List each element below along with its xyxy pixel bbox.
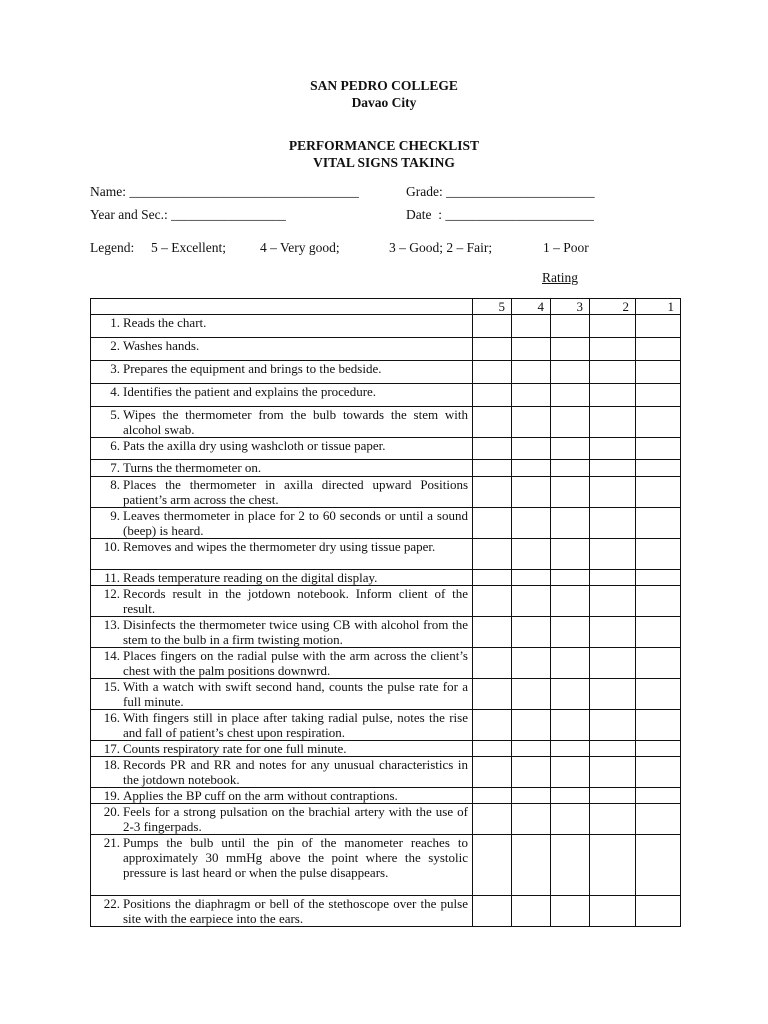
rating-cell[interactable] xyxy=(512,438,551,460)
checklist-item-cell xyxy=(91,757,473,788)
rating-cell[interactable] xyxy=(551,477,590,508)
checklist-item xyxy=(94,508,468,538)
checklist-item-cell xyxy=(91,741,473,757)
rating-header-row xyxy=(91,299,681,315)
rating-cell[interactable] xyxy=(512,586,551,617)
legend-good-fair: 3 – Good; 2 – Fair; xyxy=(389,240,493,255)
checklist-body xyxy=(91,299,681,927)
rating-cell[interactable] xyxy=(636,338,681,361)
item-number: 21. xyxy=(103,835,120,850)
rating-cell[interactable] xyxy=(473,477,512,508)
document-subtitle: VITAL SIGNS TAKING xyxy=(313,155,455,170)
rating-cell[interactable] xyxy=(512,315,551,338)
item-text: Counts respiratory rate for one full minute. xyxy=(123,741,347,756)
rating-col-5: 5 xyxy=(473,299,512,315)
rating-cell[interactable] xyxy=(590,539,636,570)
rating-cell[interactable] xyxy=(551,438,590,460)
item-number: 17. xyxy=(103,741,120,756)
rating-cell[interactable] xyxy=(636,570,681,586)
rating-cell[interactable] xyxy=(473,407,512,438)
rating-cell[interactable] xyxy=(551,384,590,407)
rating-cell[interactable] xyxy=(512,804,551,835)
rating-cell[interactable] xyxy=(473,586,512,617)
rating-cell[interactable] xyxy=(473,438,512,460)
checklist-item-cell xyxy=(91,384,473,407)
rating-cell[interactable] xyxy=(473,508,512,539)
item-number: 3. xyxy=(110,361,120,376)
item-text: Wipes the thermometer from the bulb towards the stem with alcohol swab. xyxy=(123,407,468,437)
rating-cell[interactable] xyxy=(551,586,590,617)
checklist-item-cell xyxy=(91,338,473,361)
checklist-row xyxy=(91,384,681,407)
checklist-item-cell xyxy=(91,438,473,460)
rating-cell[interactable] xyxy=(590,570,636,586)
rating-cell[interactable] xyxy=(512,679,551,710)
rating-cell[interactable] xyxy=(636,407,681,438)
rating-cell[interactable] xyxy=(590,741,636,757)
rating-cell[interactable] xyxy=(512,477,551,508)
rating-cell[interactable] xyxy=(636,788,681,804)
checklist-item-cell xyxy=(91,586,473,617)
item-number: 19. xyxy=(103,788,120,803)
rating-cell[interactable] xyxy=(590,586,636,617)
rating-col-4: 4 xyxy=(512,299,551,315)
rating-cell[interactable] xyxy=(636,835,681,896)
item-number: 9. xyxy=(110,508,120,523)
rating-cell[interactable] xyxy=(590,361,636,384)
checklist-item-cell xyxy=(91,788,473,804)
rating-cell[interactable] xyxy=(512,407,551,438)
rating-cell[interactable] xyxy=(636,741,681,757)
item-text: Records PR and RR and notes for any unusual characteristics in the jotdown notebook. xyxy=(123,757,468,787)
item-text: Washes hands. xyxy=(123,338,200,353)
date-field[interactable]: Date : ______________________ xyxy=(406,207,594,222)
item-number: 12. xyxy=(103,586,120,601)
rating-cell[interactable] xyxy=(512,460,551,477)
rating-cell[interactable] xyxy=(512,539,551,570)
item-number: 16. xyxy=(103,710,120,725)
rating-cell[interactable] xyxy=(512,835,551,896)
rating-cell[interactable] xyxy=(473,361,512,384)
rating-cell[interactable] xyxy=(590,460,636,477)
item-text: Identifies the patient and explains the procedure. xyxy=(123,384,377,399)
city-name: Davao City xyxy=(351,95,417,110)
checklist-row xyxy=(91,570,681,586)
rating-cell[interactable] xyxy=(590,896,636,927)
rating-cell[interactable] xyxy=(512,338,551,361)
checklist-row xyxy=(91,757,681,788)
item-number: 18. xyxy=(103,757,120,772)
rating-cell[interactable] xyxy=(512,757,551,788)
checklist-item xyxy=(94,788,468,803)
checklist-item xyxy=(94,710,468,740)
rating-cell[interactable] xyxy=(473,835,512,896)
checklist-item xyxy=(94,835,468,880)
checklist-row xyxy=(91,835,681,896)
rating-cell[interactable] xyxy=(473,896,512,927)
checklist-item xyxy=(94,407,468,437)
item-text: With fingers still in place after taking radial pulse, notes the rise and fall of patient’s chest upon respiration. xyxy=(123,710,468,740)
checklist-row xyxy=(91,586,681,617)
rating-cell[interactable] xyxy=(551,460,590,477)
rating-cell[interactable] xyxy=(512,741,551,757)
item-number: 7. xyxy=(110,460,120,475)
checklist-row xyxy=(91,804,681,835)
rating-cell[interactable] xyxy=(551,757,590,788)
rating-cell[interactable] xyxy=(636,804,681,835)
item-text: Prepares the equipment and brings to the bedside. xyxy=(123,361,382,376)
checklist-item-cell xyxy=(91,710,473,741)
item-text: Leaves thermometer in place for 2 to 60 seconds or until a sound (beep) is heard. xyxy=(123,508,468,538)
checklist-item xyxy=(94,460,468,475)
rating-cell[interactable] xyxy=(551,896,590,927)
rating-cell[interactable] xyxy=(512,617,551,648)
item-text: Applies the BP cuff on the arm without contraptions. xyxy=(123,788,398,803)
checklist-row xyxy=(91,338,681,361)
item-number: 1. xyxy=(110,315,120,330)
checklist-item xyxy=(94,361,468,376)
rating-cell[interactable] xyxy=(473,460,512,477)
checklist-item-cell xyxy=(91,361,473,384)
checklist-row xyxy=(91,710,681,741)
rating-cell[interactable] xyxy=(473,788,512,804)
rating-cell[interactable] xyxy=(636,460,681,477)
checklist-item xyxy=(94,570,468,585)
checklist-item xyxy=(94,679,468,709)
rating-cell[interactable] xyxy=(551,617,590,648)
checklist-row xyxy=(91,477,681,508)
item-text: Records result in the jotdown notebook. Inform client of the result. xyxy=(123,586,468,616)
checklist-row xyxy=(91,788,681,804)
rating-cell[interactable] xyxy=(473,679,512,710)
item-text: Reads temperature reading on the digital display. xyxy=(123,570,378,585)
checklist-row xyxy=(91,741,681,757)
checklist-item-cell xyxy=(91,648,473,679)
item-text: With a watch with swift second hand, counts the pulse rate for a full minute. xyxy=(123,679,468,709)
rating-cell[interactable] xyxy=(551,788,590,804)
checklist-row xyxy=(91,361,681,384)
rating-cell[interactable] xyxy=(551,338,590,361)
rating-cell[interactable] xyxy=(636,710,681,741)
legend-poor: 1 – Poor xyxy=(543,240,589,255)
item-number: 4. xyxy=(110,384,120,399)
rating-cell[interactable] xyxy=(636,477,681,508)
legend-very-good: 4 – Very good; xyxy=(260,240,340,255)
rating-col-2: 2 xyxy=(590,299,636,315)
item-text: Feels for a strong pulsation on the brachial artery with the use of 2-3 fingerpads. xyxy=(123,804,468,834)
rating-cell[interactable] xyxy=(512,508,551,539)
rating-cell[interactable] xyxy=(473,384,512,407)
checklist-row xyxy=(91,617,681,648)
checklist-row xyxy=(91,438,681,460)
legend-label: Legend: xyxy=(90,240,135,255)
checklist-item xyxy=(94,757,468,787)
rating-cell[interactable] xyxy=(512,710,551,741)
rating-cell[interactable] xyxy=(590,477,636,508)
item-text: Positions the diaphragm or bell of the stethoscope over the pulse site with the earpiece into the ears. xyxy=(123,896,468,926)
item-number: 8. xyxy=(110,477,120,492)
rating-cell[interactable] xyxy=(590,710,636,741)
rating-cell[interactable] xyxy=(551,741,590,757)
rating-cell[interactable] xyxy=(473,804,512,835)
checklist-item xyxy=(94,896,468,926)
rating-cell[interactable] xyxy=(636,508,681,539)
item-text: Removes and wipes the thermometer dry using tissue paper. xyxy=(123,539,436,554)
rating-cell[interactable] xyxy=(551,407,590,438)
rating-cell[interactable] xyxy=(512,896,551,927)
item-number: 20. xyxy=(103,804,120,819)
rating-cell[interactable] xyxy=(636,586,681,617)
checklist-item xyxy=(94,477,468,507)
item-number: 5. xyxy=(110,407,120,422)
rating-cell[interactable] xyxy=(636,679,681,710)
rating-cell[interactable] xyxy=(512,384,551,407)
checklist-row xyxy=(91,460,681,477)
checklist-row xyxy=(91,648,681,679)
checklist-item-cell xyxy=(91,679,473,710)
rating-cell[interactable] xyxy=(512,570,551,586)
rating-cell[interactable] xyxy=(473,315,512,338)
checklist-row xyxy=(91,539,681,570)
checklist-item xyxy=(94,648,468,678)
checklist-item-cell xyxy=(91,617,473,648)
rating-cell[interactable] xyxy=(590,617,636,648)
rating-cell[interactable] xyxy=(590,508,636,539)
rating-cell[interactable] xyxy=(590,757,636,788)
item-number: 15. xyxy=(103,679,120,694)
rating-cell[interactable] xyxy=(473,741,512,757)
checklist-item-cell xyxy=(91,460,473,477)
rating-cell[interactable] xyxy=(551,361,590,384)
rating-cell[interactable] xyxy=(551,710,590,741)
document-title: PERFORMANCE CHECKLIST xyxy=(288,138,480,153)
rating-cell[interactable] xyxy=(636,315,681,338)
grade-field[interactable]: Grade: ______________________ xyxy=(406,184,595,199)
checklist-item-cell xyxy=(91,315,473,338)
name-field[interactable]: Name: __________________________________ xyxy=(90,184,359,199)
rating-cell[interactable] xyxy=(590,315,636,338)
item-number: 14. xyxy=(103,648,120,663)
rating-cell[interactable] xyxy=(473,338,512,361)
item-text: Pats the axilla dry using washcloth or tissue paper. xyxy=(123,438,386,453)
checklist-row xyxy=(91,896,681,927)
checklist-item-cell xyxy=(91,539,473,570)
rating-cell[interactable] xyxy=(551,835,590,896)
item-number: 22. xyxy=(103,896,120,911)
rating-cell[interactable] xyxy=(590,835,636,896)
checklist-item xyxy=(94,586,468,616)
institution-name: SAN PEDRO COLLEGE xyxy=(310,78,458,93)
rating-cell[interactable] xyxy=(551,570,590,586)
item-text: Places the thermometer in axilla directed upward Positions patient’s arm across the chest. xyxy=(123,477,468,507)
rating-cell[interactable] xyxy=(590,438,636,460)
checklist-row xyxy=(91,315,681,338)
rating-cell[interactable] xyxy=(590,384,636,407)
rating-cell[interactable] xyxy=(473,710,512,741)
item-number: 2. xyxy=(110,338,120,353)
item-number: 11. xyxy=(104,570,120,585)
rating-cell[interactable] xyxy=(551,679,590,710)
item-text: Places fingers on the radial pulse with the arm across the client’s chest with the palm positions downwrd. xyxy=(123,648,468,678)
checklist-item xyxy=(94,804,468,834)
rating-cell[interactable] xyxy=(590,679,636,710)
rating-cell[interactable] xyxy=(636,648,681,679)
item-text: Reads the chart. xyxy=(123,315,207,330)
rating-cell[interactable] xyxy=(590,788,636,804)
checklist-item xyxy=(94,438,468,453)
rating-cell[interactable] xyxy=(636,757,681,788)
checklist-item xyxy=(94,338,468,353)
checklist-table xyxy=(90,298,681,927)
item-number: 10. xyxy=(103,539,120,554)
rating-cell[interactable] xyxy=(473,539,512,570)
checklist-item-cell xyxy=(91,570,473,586)
rating-col-1: 1 xyxy=(636,299,681,315)
item-text: Turns the thermometer on. xyxy=(123,460,262,475)
rating-cell[interactable] xyxy=(473,757,512,788)
checklist-row xyxy=(91,508,681,539)
rating-cell[interactable] xyxy=(636,384,681,407)
rating-cell[interactable] xyxy=(473,570,512,586)
rating-cell[interactable] xyxy=(473,617,512,648)
checklist-item-cell xyxy=(91,804,473,835)
item-text: Pumps the bulb until the pin of the manometer reaches to approximately 30 mmHg above the point where the systolic pressure is last heard or when the pulse disappears. xyxy=(123,835,468,880)
rating-cell[interactable] xyxy=(590,407,636,438)
checklist-item xyxy=(94,315,468,330)
rating-cell[interactable] xyxy=(512,788,551,804)
rating-cell[interactable] xyxy=(551,315,590,338)
rating-cell[interactable] xyxy=(636,617,681,648)
rating-label: Rating xyxy=(542,270,578,285)
rating-cell[interactable] xyxy=(636,539,681,570)
item-text: Disinfects the thermometer twice using CB with alcohol from the stem to the bulb in a firm twisting motion. xyxy=(123,617,468,647)
rating-cell[interactable] xyxy=(551,539,590,570)
rating-cell[interactable] xyxy=(512,361,551,384)
checklist-item-cell xyxy=(91,896,473,927)
rating-cell[interactable] xyxy=(551,508,590,539)
rating-cell[interactable] xyxy=(551,804,590,835)
checklist-row xyxy=(91,407,681,438)
checklist-item xyxy=(94,384,468,399)
item-number: 13. xyxy=(103,617,120,632)
legend-excellent: 5 – Excellent; xyxy=(151,240,226,255)
checklist-item xyxy=(94,741,468,756)
checklist-item-cell xyxy=(91,407,473,438)
checklist-item xyxy=(94,539,468,554)
rating-col-3: 3 xyxy=(551,299,590,315)
checklist-item-cell xyxy=(91,835,473,896)
checklist-row xyxy=(91,679,681,710)
rating-cell[interactable] xyxy=(473,648,512,679)
rating-cell[interactable] xyxy=(551,648,590,679)
rating-cell[interactable] xyxy=(590,338,636,361)
rating-cell[interactable] xyxy=(590,648,636,679)
checklist-item-cell xyxy=(91,477,473,508)
year-section-field[interactable]: Year and Sec.: _________________ xyxy=(90,207,286,222)
item-number: 6. xyxy=(110,438,120,453)
checklist-item-cell xyxy=(91,508,473,539)
checklist-item xyxy=(94,617,468,647)
rating-cell[interactable] xyxy=(636,896,681,927)
rating-cell[interactable] xyxy=(512,648,551,679)
rating-cell[interactable] xyxy=(590,804,636,835)
header-blank-cell xyxy=(91,299,473,315)
rating-cell[interactable] xyxy=(636,361,681,384)
rating-cell[interactable] xyxy=(636,438,681,460)
